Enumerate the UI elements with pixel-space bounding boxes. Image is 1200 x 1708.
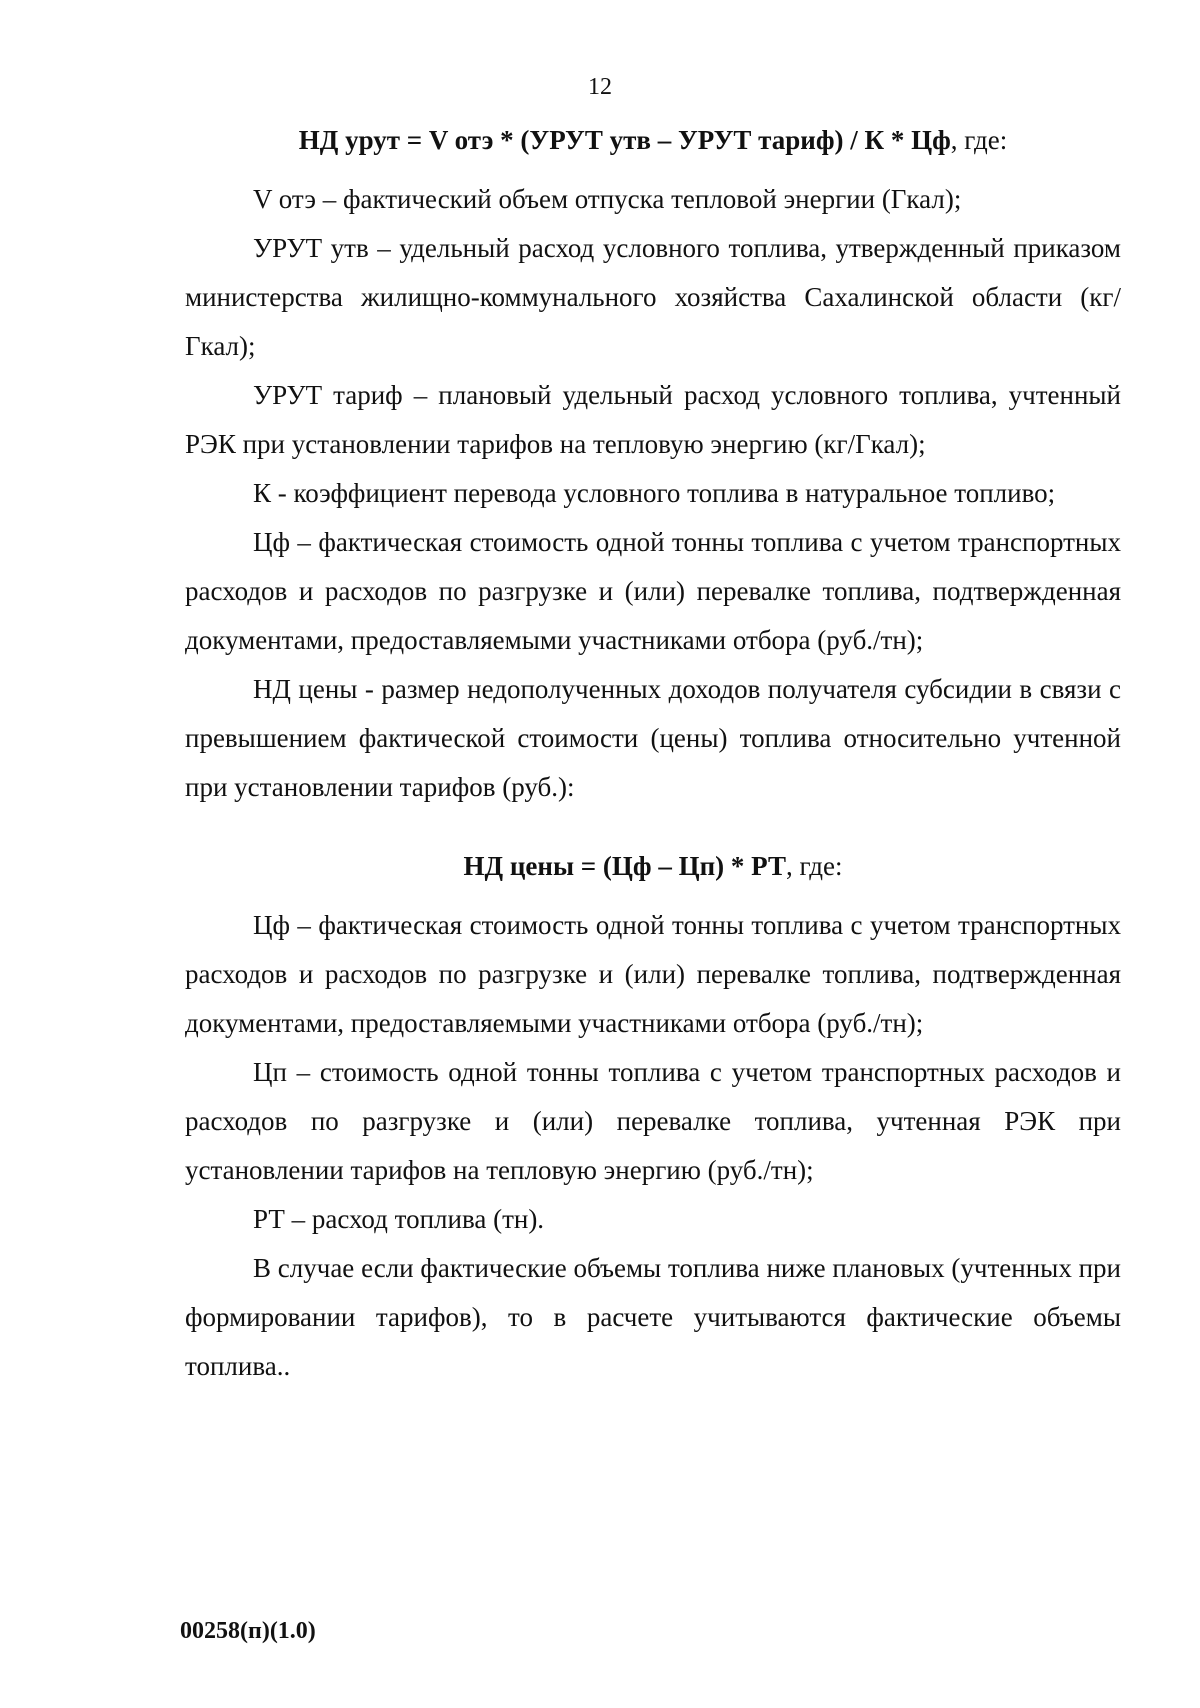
definition-nd-tseny: НД цены - размер недополученных доходов получателя субсидии в связи с превышением фактической стоимости (цены) топлива относительно учтенной при установлении тарифов (руб.): [185, 674, 1121, 802]
definition-tsp: Цп – стоимость одной тонны топлива с учетом транспортных расходов и расходов по разгрузке и (или) перевалке топлива, учтенная РЭК при установлении тарифов на тепловую энергию (руб./тн); [185, 1057, 1121, 1185]
page-number: 12 [588, 74, 612, 100]
definition-urut-utv: УРУТ утв – удельный расход условного топлива, утвержденный приказом министерства жилищно-коммунального хозяйства Сахалинской области (кг/Гкал); [185, 233, 1121, 361]
formula-nd-urut-suffix: , где: [950, 125, 1008, 155]
definition-tsf: Цф – фактическая стоимость одной тонны топлива с учетом транспортных расходов и расходов по разгрузке и (или) перевалке топлива, подтвержденная документами, предоставляемыми участниками отбора (руб./тн); [185, 527, 1121, 655]
formula-nd-urut [185, 116, 1121, 165]
definition-v-ote: V отэ – фактический объем отпуска тепловой энергии (Гкал); [253, 184, 962, 214]
formula-nd-tseny-suffix: , где: [786, 851, 843, 881]
closing-paragraph: В случае если фактические объемы топлива ниже плановых (учтенных при формировании тарифов), то в расчете учитываются фактические объемы топлива.. [185, 1253, 1121, 1381]
definition-urut-tarif: УРУТ тариф – плановый удельный расход условного топлива, учтенный РЭК при установлении тарифов на тепловую энергию (кг/Гкал); [185, 380, 1121, 459]
formula-nd-tseny-expression: НД цены = (Цф – Цп) * РТ [463, 851, 786, 881]
definition-k: К - коэффициент перевода условного топлива в натуральное топливо; [253, 478, 1056, 508]
document-body [185, 116, 1121, 1391]
definition-tsf-2: Цф – фактическая стоимость одной тонны топлива с учетом транспортных расходов и расходов по разгрузке и (или) перевалке топлива, подтвержденная документами, предоставляемыми участниками отбора (руб./тн); [185, 910, 1121, 1038]
document-code: 00258(п)(1.0) [180, 1618, 316, 1644]
formula-nd-tseny [185, 842, 1121, 891]
formula-nd-urut-expression: НД урут = V отэ * (УРУТ утв – УРУТ тариф) / К * Цф [298, 125, 951, 155]
definition-rt: РТ – расход топлива (тн). [253, 1204, 545, 1234]
